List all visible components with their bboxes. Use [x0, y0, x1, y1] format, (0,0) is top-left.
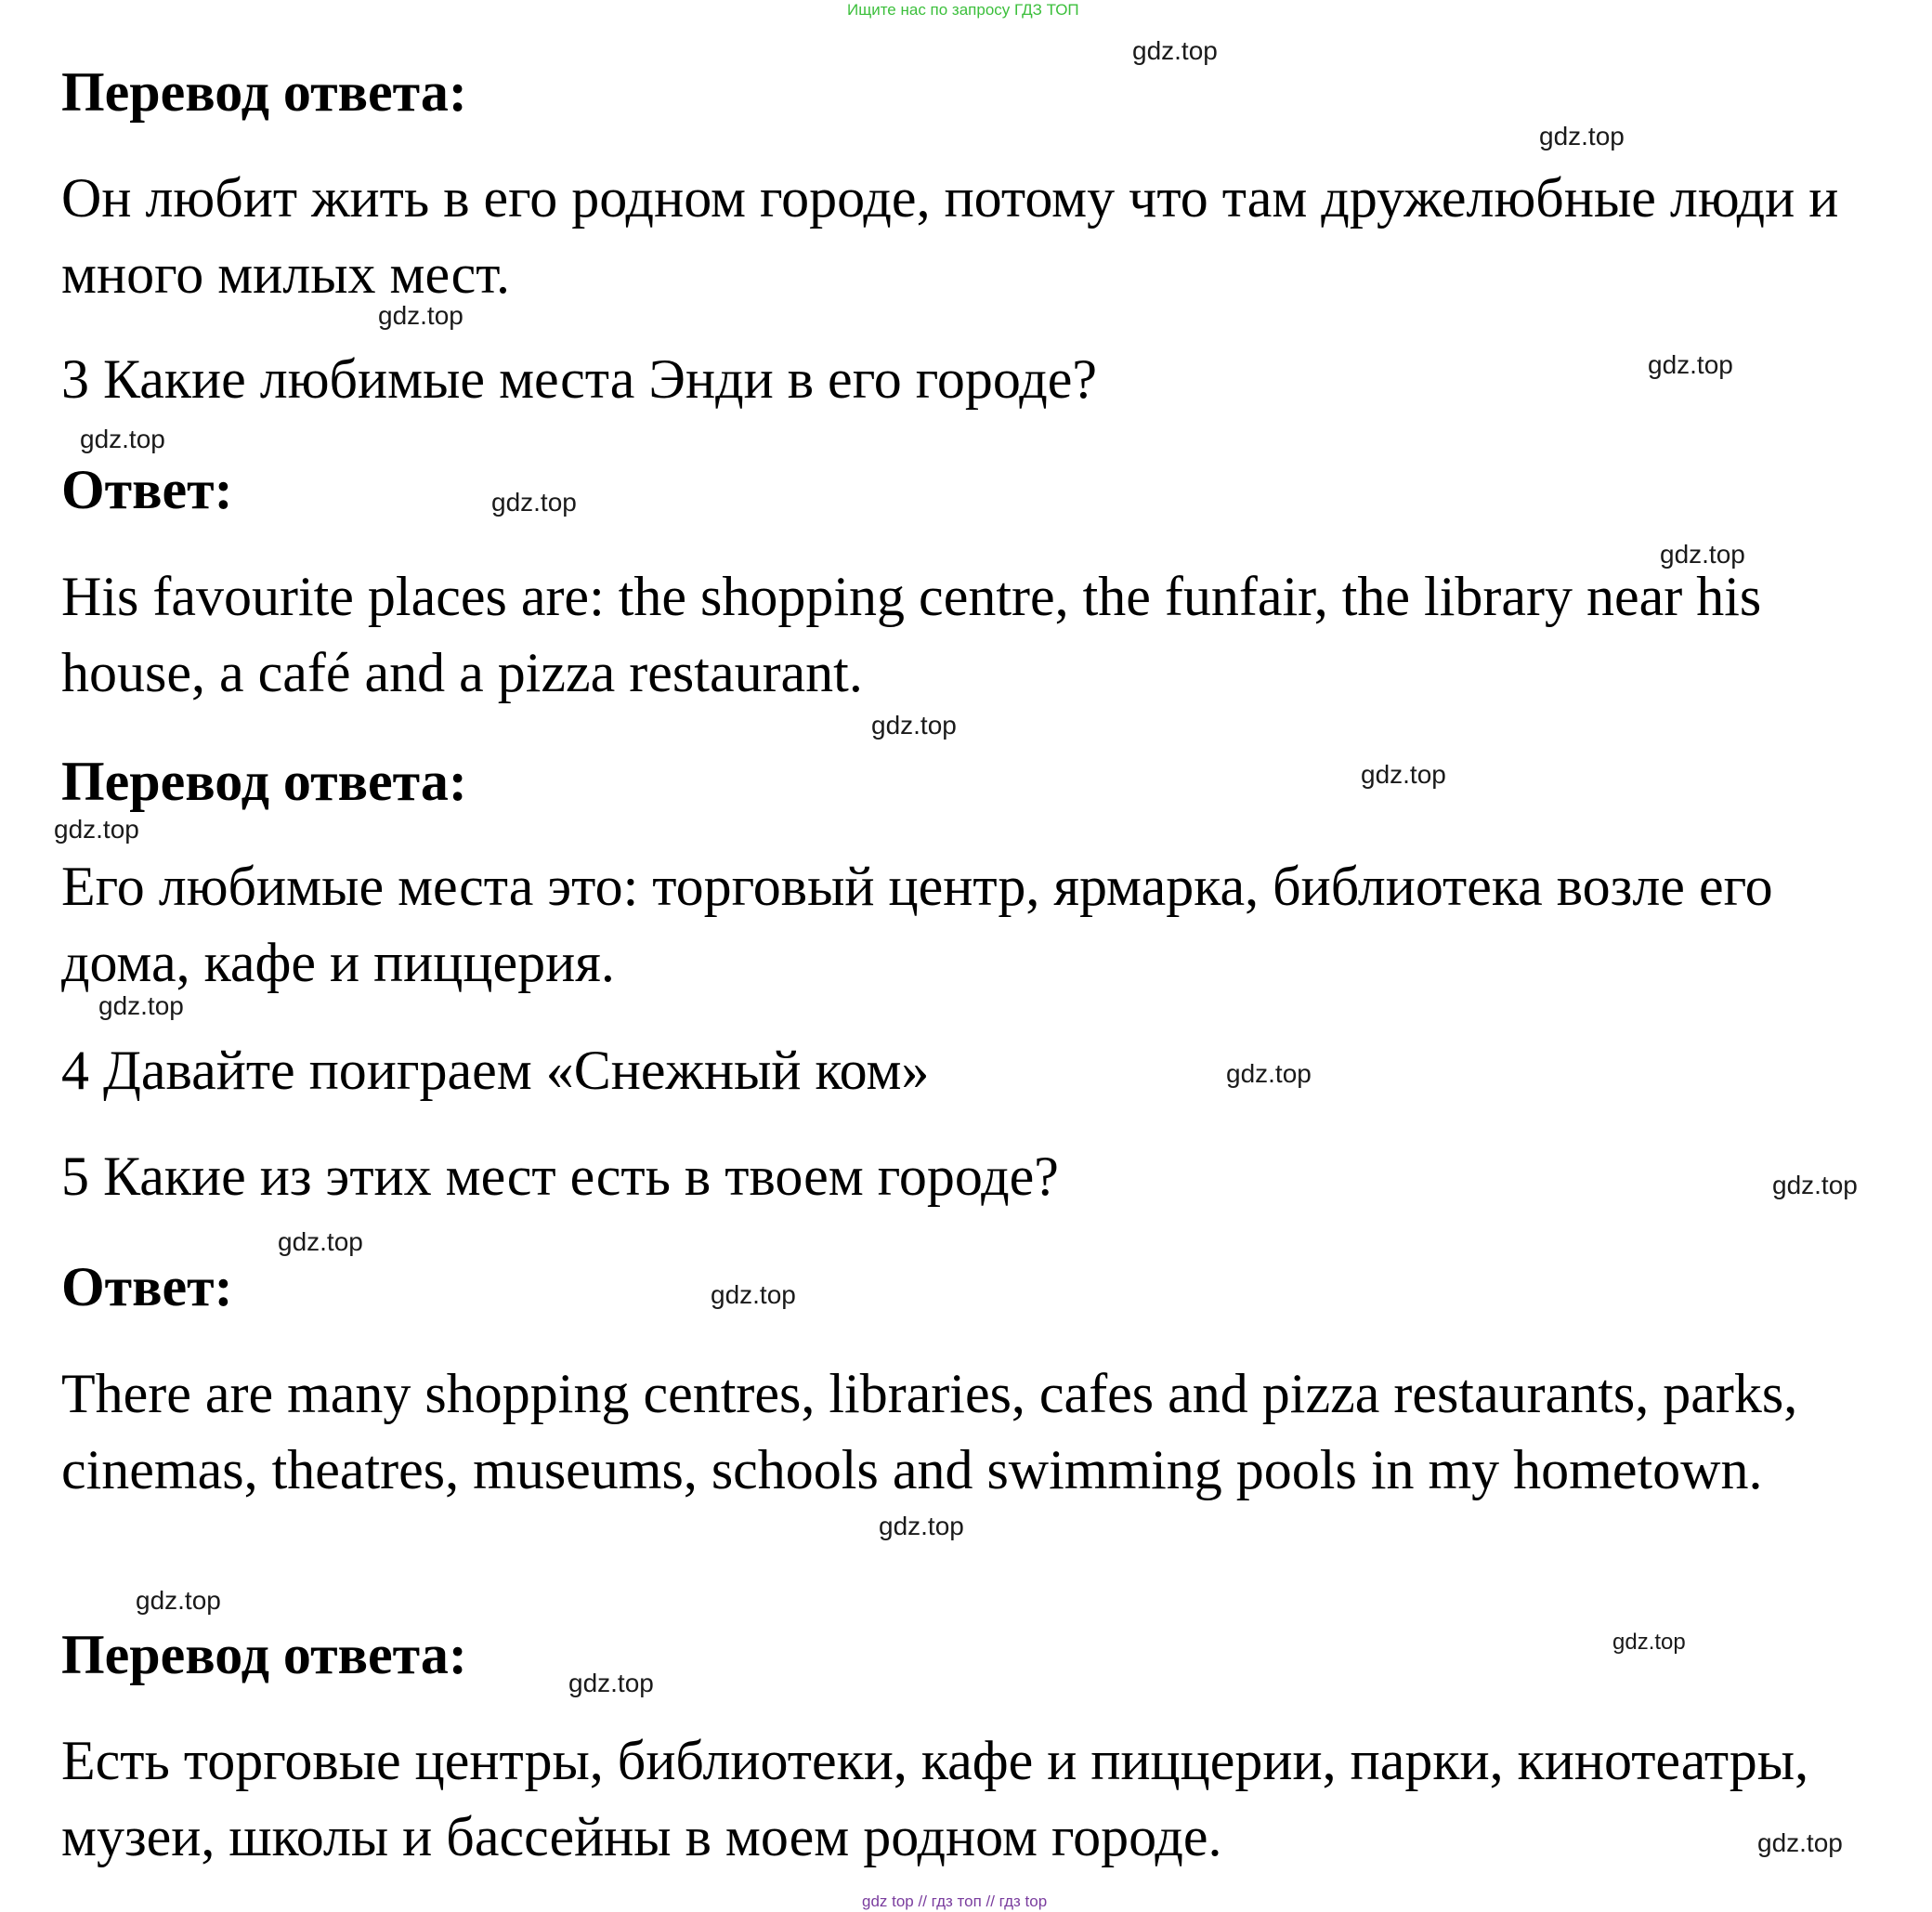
- translation-text-3: Есть торговые центры, библиотеки, кафе и пиццерии, парки, кинотеатры, музеи, школы и бассейны в моем родном городе.: [61, 1730, 1809, 1867]
- watermark: gdz.top: [1660, 540, 1745, 569]
- answer-heading-1: Ответ:: [61, 459, 233, 520]
- watermark: gdz.top: [871, 711, 957, 740]
- watermark: gdz.top: [1612, 1630, 1686, 1655]
- watermark: gdz.top: [1772, 1171, 1858, 1199]
- watermark: gdz.top: [568, 1669, 654, 1697]
- top-banner: Ищите нас по запросу ГДЗ ТОП: [847, 1, 1079, 19]
- watermark: gdz.top: [1757, 1828, 1843, 1857]
- watermark: gdz.top: [1132, 36, 1218, 65]
- answer-text-1: His favourite places are: the shopping centre, the funfair, the library near his house, a café and a pizza restaurant.: [61, 566, 1762, 703]
- translation-text-1: Он любит жить в его родном городе, потому что там дружелюбные люди и много милых мест.: [61, 167, 1839, 305]
- watermark: gdz.top: [54, 815, 139, 844]
- watermark: gdz.top: [491, 488, 577, 517]
- answer-text-2: There are many shopping centres, libraries, cafes and pizza restaurants, parks, cinemas, theatres, museums, schools and swimming pools in my hometown.: [61, 1363, 1798, 1500]
- question-3: 3 Какие любимые места Энди в его городе?: [61, 348, 1097, 410]
- translation-text-2: Его любимые места это: торговый центр, ярмарка, библиотека возле его дома, кафе и пиццерия.: [61, 856, 1773, 993]
- translation-heading-2: Перевод ответа:: [61, 751, 467, 812]
- answer-heading-2: Ответ:: [61, 1256, 233, 1317]
- translation-heading-3: Перевод ответа:: [61, 1624, 467, 1685]
- watermark: gdz.top: [136, 1586, 221, 1615]
- watermark: gdz.top: [1648, 350, 1733, 379]
- watermark: gdz.top: [278, 1227, 363, 1256]
- watermark: gdz.top: [711, 1280, 796, 1309]
- watermark: gdz.top: [1539, 122, 1625, 151]
- watermark: gdz.top: [1361, 760, 1446, 789]
- footer: gdz top // гдз топ // гдз top: [862, 1892, 1048, 1910]
- watermark: gdz.top: [1226, 1059, 1312, 1088]
- watermark: gdz.top: [378, 301, 463, 330]
- watermark: gdz.top: [80, 425, 165, 453]
- question-4: 4 Давайте поиграем «Снежный ком»: [61, 1040, 930, 1101]
- question-5: 5 Какие из этих мест есть в твоем городе?: [61, 1146, 1059, 1207]
- translation-heading-1: Перевод ответа:: [61, 61, 467, 123]
- watermark: gdz.top: [98, 991, 184, 1020]
- watermark: gdz.top: [879, 1512, 964, 1540]
